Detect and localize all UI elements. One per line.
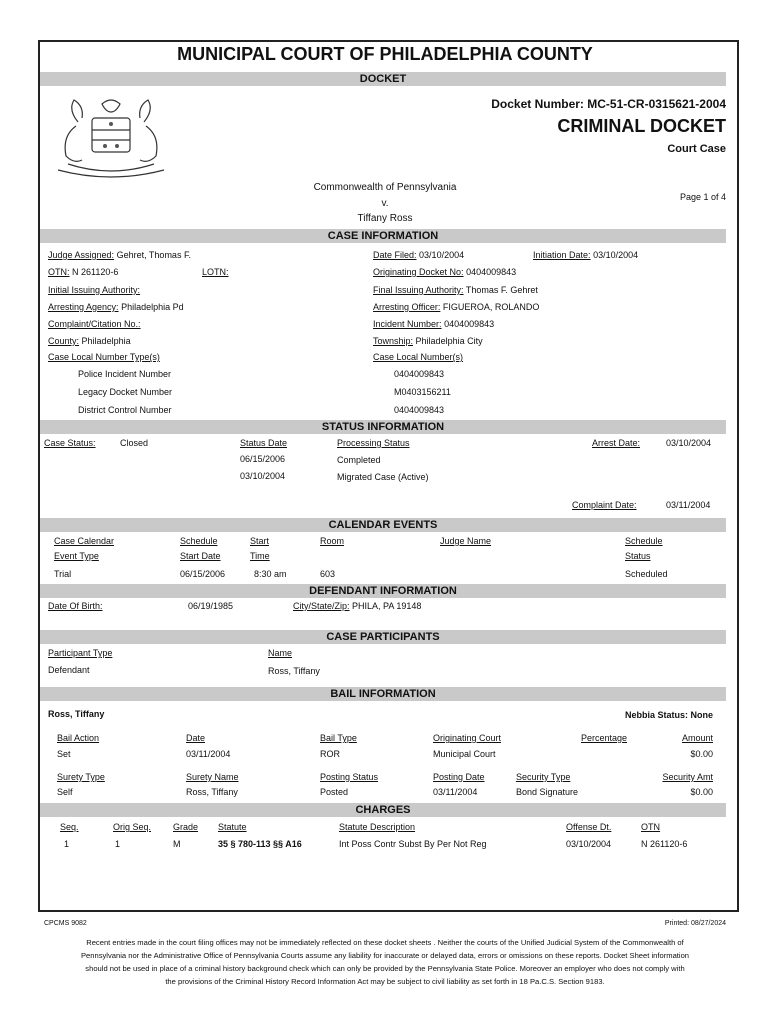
processing-status: Migrated Case (Active) bbox=[337, 472, 429, 482]
arrest-date-value: 03/10/2004 bbox=[666, 438, 712, 448]
dob-label: Date Of Birth: bbox=[48, 601, 103, 611]
case-participants-header: CASE PARTICIPANTS bbox=[40, 630, 726, 644]
cal-status-header-2: Status bbox=[625, 551, 651, 561]
case-local-number-type-label: Case Local Number Type(s) bbox=[48, 352, 160, 362]
arresting-agency bbox=[48, 302, 184, 312]
final-auth-label: Final Issuing Authority: bbox=[373, 285, 464, 295]
charge-orig-seq-header: Orig Seq. bbox=[113, 822, 152, 832]
bail-amount: $0.00 bbox=[690, 749, 713, 759]
cal-event-type: Trial bbox=[54, 569, 72, 579]
surety-type: Self bbox=[57, 787, 73, 797]
case-status-value: Closed bbox=[120, 438, 149, 448]
calendar-events-header: CALENDAR EVENTS bbox=[40, 518, 726, 532]
processing-status: Completed bbox=[337, 455, 381, 465]
bail-type-header: Bail Type bbox=[320, 733, 357, 743]
bail-information-header: BAIL INFORMATION bbox=[40, 687, 726, 701]
bail-amount-header: Amount bbox=[681, 733, 713, 743]
orig-docket-value: 0404009843 bbox=[466, 267, 517, 277]
security-amt-header: Security Amt bbox=[662, 772, 713, 782]
security-amt: $0.00 bbox=[690, 787, 713, 797]
township-label: Township: bbox=[373, 336, 414, 346]
initiation-label: Initiation Date: bbox=[533, 250, 591, 260]
date-filed-label: Date Filed: bbox=[373, 250, 417, 260]
arresting-officer-label: Arresting Officer: bbox=[373, 302, 441, 312]
posting-status: Posted bbox=[320, 787, 349, 797]
cal-status: Scheduled bbox=[625, 569, 668, 579]
charges-header: CHARGES bbox=[40, 803, 726, 817]
local-number-type: District Control Number bbox=[78, 405, 172, 415]
surety-type-header: Surety Type bbox=[57, 772, 105, 782]
arrest-date-label: Arrest Date: bbox=[592, 438, 641, 448]
charge-offense-date-header: Offense Dt. bbox=[566, 822, 612, 832]
township bbox=[373, 336, 483, 346]
charge-seq-header: Seq. bbox=[60, 822, 79, 832]
bail-defendant-name: Ross, Tiffany bbox=[48, 709, 105, 719]
pennsylvania-seal-icon bbox=[48, 92, 174, 178]
local-number: 0404009843 bbox=[394, 405, 445, 415]
nebbia-status: Nebbia Status: None bbox=[624, 710, 713, 720]
bail-type: ROR bbox=[320, 749, 340, 759]
status-date-label: Status Date bbox=[240, 438, 288, 448]
local-number: 0404009843 bbox=[394, 369, 445, 379]
judge-assigned bbox=[48, 250, 191, 260]
local-number-type: Police Incident Number bbox=[78, 369, 172, 379]
county-value: Philadelphia bbox=[81, 336, 131, 346]
status-date: 03/10/2004 bbox=[240, 471, 286, 481]
printed-date: Printed: 08/27/2024 bbox=[664, 920, 726, 927]
charge-statute: 35 § 780-113 §§ A16 bbox=[218, 839, 302, 849]
posting-status-header: Posting Status bbox=[320, 772, 379, 782]
posting-date-header: Posting Date bbox=[433, 772, 485, 782]
bail-court: Municipal Court bbox=[433, 749, 496, 759]
arresting-agency-label: Arresting Agency: bbox=[48, 302, 119, 312]
case-status-label: Case Status: bbox=[44, 438, 96, 448]
cal-event-header-2: Event Type bbox=[54, 551, 99, 561]
charge-description: Int Poss Contr Subst By Per Not Reg bbox=[339, 839, 487, 849]
orig-docket-label: Originating Docket No: bbox=[373, 267, 464, 277]
judge-value: Gehret, Thomas F. bbox=[116, 250, 191, 260]
arresting-agency-value: Philadelphia Pd bbox=[121, 302, 184, 312]
participant-name: Ross, Tiffany bbox=[268, 666, 320, 676]
county bbox=[48, 336, 131, 346]
initiation-date bbox=[533, 250, 638, 260]
city-label: City/State/Zip: bbox=[293, 601, 350, 611]
bail-date-header: Date bbox=[186, 733, 206, 743]
defendant-information-header: DEFENDANT INFORMATION bbox=[40, 584, 726, 598]
incident-value: 0404009843 bbox=[444, 319, 495, 329]
docket-number: Docket Number: MC-51-CR-0315621-2004 bbox=[491, 97, 726, 111]
otn-value: N 261120-6 bbox=[72, 267, 119, 277]
complaint-date-label: Complaint Date: bbox=[572, 500, 637, 510]
date-filed-value: 03/10/2004 bbox=[419, 250, 465, 260]
cal-judge-header: Judge Name bbox=[440, 536, 492, 546]
bail-date: 03/11/2004 bbox=[186, 749, 231, 759]
surety-name: Ross, Tiffany bbox=[186, 787, 238, 797]
bail-action: Set bbox=[57, 749, 71, 759]
form-number: CPCMS 9082 bbox=[44, 920, 87, 927]
otn-label: OTN: bbox=[48, 267, 70, 277]
incident-label: Incident Number: bbox=[373, 319, 442, 329]
caption-defendant: Tiffany Ross bbox=[357, 213, 413, 224]
otn bbox=[48, 267, 118, 277]
criminal-docket-title: CRIMINAL DOCKET bbox=[557, 116, 726, 136]
final-auth-value: Thomas F. Gehret bbox=[465, 285, 538, 295]
charge-statute-header: Statute bbox=[218, 822, 247, 832]
date-filed bbox=[373, 250, 464, 260]
county-label: County: bbox=[48, 336, 80, 346]
judge-label: Judge Assigned: bbox=[48, 250, 115, 260]
arresting-officer-value: FIGUEROA, ROLANDO bbox=[442, 302, 540, 312]
case-information-header: CASE INFORMATION bbox=[40, 229, 726, 243]
bail-action-header: Bail Action bbox=[57, 733, 100, 743]
participant-name-label: Name bbox=[268, 648, 293, 658]
court-title: MUNICIPAL COURT OF PHILADELPHIA COUNTY bbox=[177, 44, 593, 64]
caption-versus: v. bbox=[381, 198, 389, 209]
local-number: M0403156211 bbox=[394, 387, 451, 397]
charge-orig-seq: 1 bbox=[115, 839, 121, 849]
incident-number bbox=[373, 319, 494, 329]
city-value: PHILA, PA 19148 bbox=[352, 601, 422, 611]
lotn-label: LOTN: bbox=[202, 267, 229, 277]
final-issuing-authority bbox=[373, 285, 538, 295]
local-number-type: Legacy Docket Number bbox=[78, 387, 173, 397]
charge-offense-date: 03/10/2004 bbox=[566, 839, 612, 849]
surety-name-header: Surety Name bbox=[186, 772, 239, 782]
cal-event-header-1: Case Calendar bbox=[54, 536, 115, 546]
posting-date: 03/11/2004 bbox=[433, 787, 478, 797]
cal-status-header-1: Schedule bbox=[625, 536, 663, 546]
status-date: 06/15/2006 bbox=[240, 454, 286, 464]
cal-start-time: 8:30 am bbox=[254, 569, 287, 579]
initial-issuing-authority-label: Initial Issuing Authority: bbox=[48, 285, 141, 295]
processing-status-label: Processing Status bbox=[337, 438, 410, 448]
complaint-date-value: 03/11/2004 bbox=[666, 500, 711, 510]
charge-grade-header: Grade bbox=[173, 822, 199, 832]
city-state-zip bbox=[293, 601, 421, 611]
cal-schedule-header-1: Schedule bbox=[180, 536, 218, 546]
arresting-officer bbox=[373, 302, 539, 312]
charge-description-header: Statute Description bbox=[339, 822, 416, 832]
status-information-header: STATUS INFORMATION bbox=[40, 420, 726, 434]
charge-grade: M bbox=[173, 839, 181, 849]
charge-otn: N 261120-6 bbox=[641, 839, 688, 849]
disclaimer: Recent entries made in the court filing offices may not be immediately reflected on these docket sheets . Neither the courts of the Unified Judicial System of the Commonwealth of Pennsylvania nor the Administrative Office of Pennsylvania Courts assume any liability for inaccurate or delayed data, errors or omissions on these reports. Docket Sheet information should not be used in place of a criminal history background check which can only be provided by the Pennsylvania State Police. Moreover an employer who does not comply with the provisions of the Criminal History Record Information Act may be subject to civil liability as set forth in 18 Pa.C.S. Section 9183. bbox=[80, 938, 690, 986]
cal-schedule-header-2: Start Date bbox=[180, 551, 221, 561]
docket-bar: DOCKET bbox=[40, 72, 726, 86]
cal-room-header: Room bbox=[320, 536, 345, 546]
court-case-label: Court Case bbox=[667, 143, 726, 155]
charge-otn-header: OTN bbox=[641, 822, 660, 832]
township-value: Philadelphia City bbox=[415, 336, 483, 346]
security-type: Bond Signature bbox=[516, 787, 579, 797]
participant-type-label: Participant Type bbox=[48, 648, 113, 658]
cal-start-header-2: Time bbox=[250, 551, 270, 561]
bail-percentage-header: Percentage bbox=[581, 733, 628, 743]
cal-start-date: 06/15/2006 bbox=[180, 569, 226, 579]
complaint-citation-label: Complaint/Citation No.: bbox=[48, 319, 141, 329]
participant-type: Defendant bbox=[48, 665, 90, 675]
dob-value: 06/19/1985 bbox=[188, 601, 234, 611]
page-indicator: Page 1 of 4 bbox=[679, 192, 726, 202]
cal-start-header-1: Start bbox=[250, 536, 270, 546]
initiation-value: 03/10/2004 bbox=[593, 250, 639, 260]
cal-room: 603 bbox=[320, 569, 336, 579]
caption-plaintiff: Commonwealth of Pennsylvania bbox=[313, 182, 457, 193]
security-type-header: Security Type bbox=[516, 772, 571, 782]
bail-court-header: Originating Court bbox=[433, 733, 502, 743]
case-local-number-label: Case Local Number(s) bbox=[373, 352, 464, 362]
charge-seq: 1 bbox=[64, 839, 70, 849]
originating-docket bbox=[373, 267, 516, 277]
